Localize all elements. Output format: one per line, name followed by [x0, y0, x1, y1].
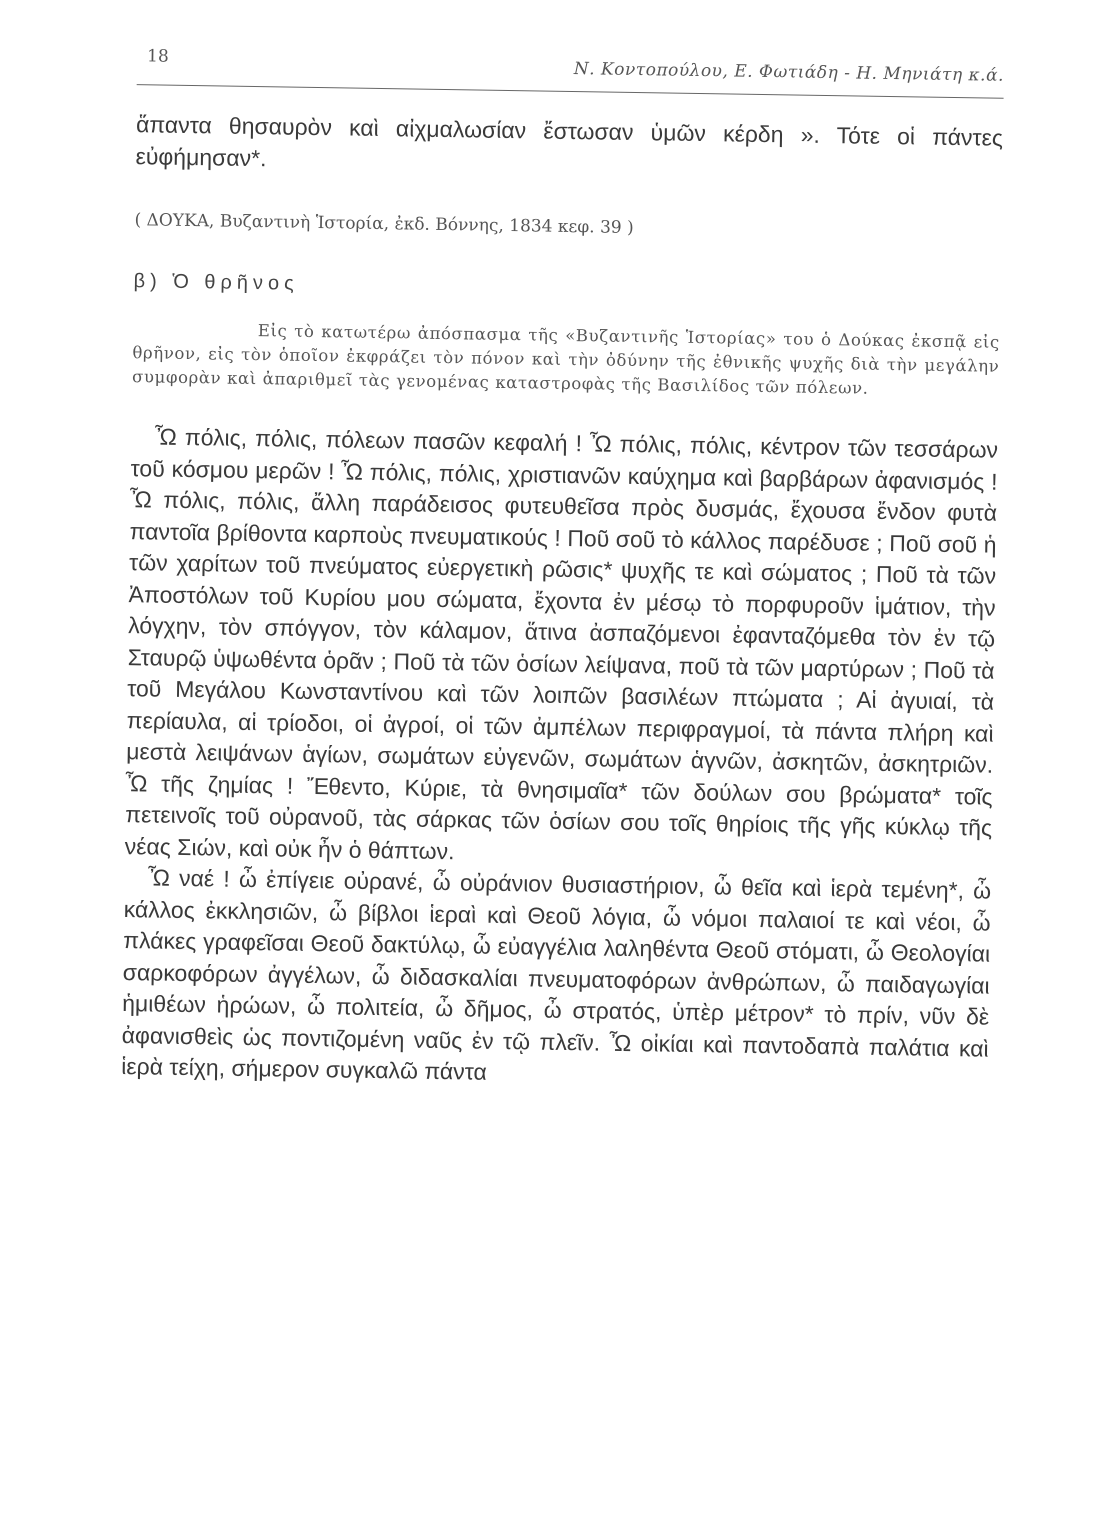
running-head — [137, 46, 1004, 96]
editorial-note — [132, 317, 1000, 403]
page-number: 18 — [146, 46, 169, 67]
section-heading: β) Ὁ θρῆνος — [133, 270, 299, 295]
editorial-note-text: Εἰς τὸ κατωτέρω ἀπόσπασμα τῆς «Βυζαντινῆς Ἱστορίας» του ὁ Δούκας ἐκσπᾷ εἰς θρῆνον, εἰς τὸν ὁποῖον ἐκφράζει τὸν πόνον καὶ τὴν ὀδύνην τῆς ἐθνικῆς ψυχῆς διὰ τὴν μεγάλην συμφορὰν καὶ ἀπαριθμεῖ τὰς γενομένας καταστροφὰς τῆς Βασιλίδος τῶν πόλεων. — [131, 321, 1000, 398]
lament-paragraph-1: Ὦ πόλις, πόλις, πόλεων πασῶν κεφαλή ! Ὦ πόλις, πόλις, κέντρον τῶν τεσσάρων τοῦ κόσμου μερῶν ! Ὦ πόλις, πόλις, χριστιανῶν καύχημα καὶ βαρβάρων ἀφανισμός ! Ὦ πόλις, πόλις, ἄλλη παράδεισος φυτευθεῖσα πρὸς δυσμάς, ἔχουσα ἔνδον φυτὰ παντοῖα βρίθοντα καρποὺς πνευματικούς ! Ποῦ σοῦ τὸ κάλλος παρέδυσε ; Ποῦ σοῦ ἡ τῶν χαρίτων τοῦ πνεύματος εὐεργετικὴ ρῶσις* ψυχῆς τε καὶ σώματος ; Ποῦ τὰ τῶν Ἀποστόλων τοῦ Κυρίου μου σώματα, ἔχοντα ἐν μέσῳ τὸ πορφυροῦν ἱμάτιον, τὴν λόγχην, τὸν σπόγγον, τὸν κάλαμον, ἅτινα ἀσπαζόμενοι ἐφανταζόμεθα τὸν ἐν τῷ Σταυρῷ ὑψωθέντα ὁρᾶν ; Ποῦ τὰ τῶν ὁσίων λείψανα, ποῦ τὰ τῶν μαρτύρων ; Ποῦ τὰ τοῦ Μεγάλου Κωνσταντίνου καὶ τῶν λοιπῶν βασιλέων πτώματα ; Αἱ ἀγυιαί, τὰ περίαυλα, αἱ τρίοδοι, οἱ ἀγροί, οἱ τῶν ἀμπέλων περιφραγμοί, τὰ πάντα πλήρη καὶ μεστὰ λειψάνων ἁγίων, σωμάτων εὐγενῶν, σωμάτων ἁγνῶν, ἀσκητῶν, ἀσκητριῶν. Ὦ τῆς ζημίας ! Ἔθεντο, Κύριε, τὰ θνησιμαῖα* τῶν δούλων σου βρώματα* τοῖς πετεινοῖς τοῦ οὐρανοῦ, τὰς σάρκας τῶν ὁσίων σου τοῖς θηρίοις τῆς γῆς κύκλῳ τῆς νέας Σιών, καὶ οὐκ ἦν ὁ θάπτων. — [124, 423, 999, 864]
intro-paragraph: ἅπαντα θησαυρὸν καὶ αἰχμαλωσίαν ἔστωσαν ὑμῶν κέρδη ». Τότε οἱ πάντες εὐφήμησαν*. — [135, 111, 1004, 171]
running-head-authors: Ν. Κοντοπούλου, Ε. Φωτιάδη - Η. Μηνιάτη κ.ά. — [573, 59, 1005, 86]
source-citation: ( ΔΟΥΚΑ, Βυζαντινὴ Ἱστορία, ἐκδ. Βόννης, 1834 κεφ. 39 ) — [134, 210, 634, 238]
lament-paragraph-2: Ὦ ναέ ! ὦ ἐπίγειε οὐρανέ, ὦ οὐράνιον θυσιαστήριον, ὦ θεῖα καὶ ἱερὰ τεμένη*, ὦ κάλλος ἐκκλησιῶν, ὦ βίβλοι ἱεραὶ καὶ Θεοῦ λόγια, ὦ νόμοι παλαιοί τε καὶ νέοι, ὦ πλάκες γραφεῖσαι Θεοῦ δακτύλῳ, ὦ εὐαγγέλια λαληθέντα Θεοῦ στόματι, ὦ Θεολογίαι σαρκοφόρων ἀγγέλων, ὦ διδασκαλίαι πνευματοφόρων ἀνθρώπων, ὦ παιδαγωγίαι ἡμιθέων ἡρώων, ὦ πολιτεία, ὦ δῆμος, ὦ στρατός, ὑπὲρ μέτρον* τὸ πρίν, νῦν δὲ ἀφανισθεὶς ὡς ποντιζομένη ναῦς ἐν τῷ πλεῖν. Ὦ οἰκίαι καὶ παντοδαπὰ παλάτια καὶ ἱερὰ τείχη, σήμερον συγκαλῶ πάντα — [121, 864, 992, 1085]
